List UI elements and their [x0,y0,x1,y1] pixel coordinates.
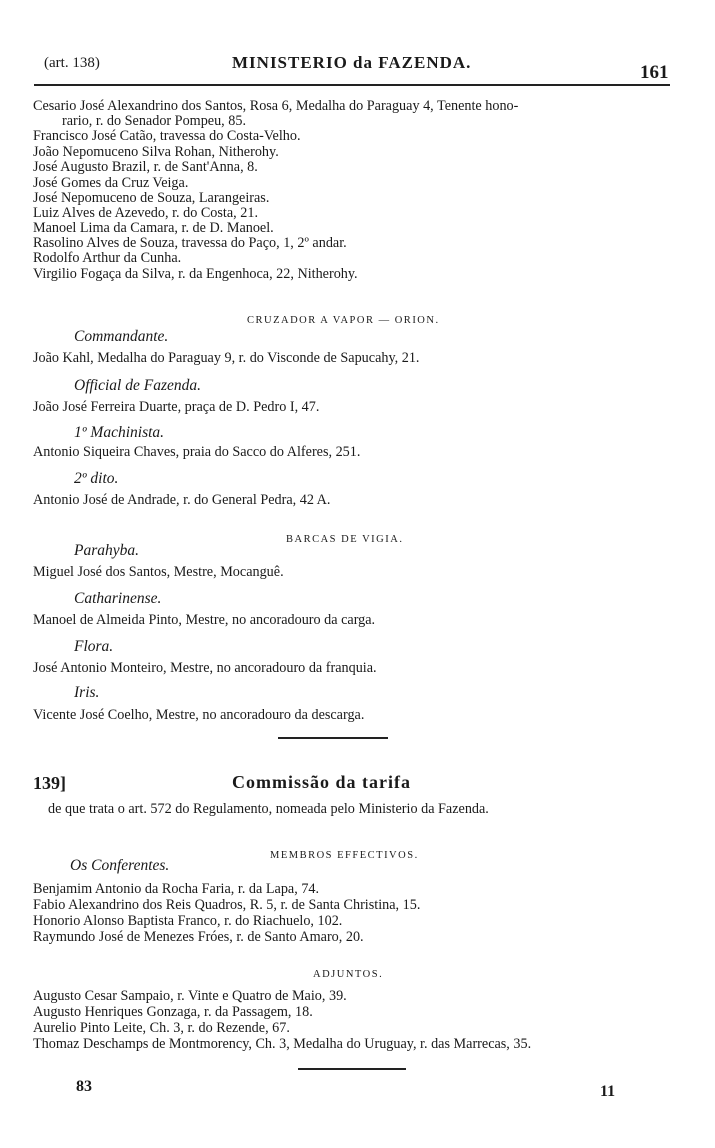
list-item: José Antonio Monteiro, Mestre, no ancoradouro da franquia. [33,660,377,676]
section-number: 139] [33,773,66,793]
list-item: Rasolino Alves de Souza, travessa do Paço, 1, 2º andar. [33,235,347,251]
role-label: 1º Machinista. [74,424,165,441]
list-item: Fabio Alexandrino dos Reis Quadros, R. 5, r. de Santa Christina, 15. [33,897,421,913]
list-item: Vicente José Coelho, Mestre, no ancoradouro da descarga. [33,707,365,723]
list-item: Virgilio Fogaça da Silva, r. da Engenhoca, 22, Nitherohy. [33,266,358,282]
list-item-continuation: rario, r. do Senador Pompeu, 85. [62,113,247,129]
role-label: Os Conferentes. [70,857,170,874]
role-label: Flora. [74,638,114,655]
list-item: José Nepomuceno de Souza, Larangeiras. [33,190,270,206]
list-item: Rodolfo Arthur da Cunha. [33,250,182,266]
list-item: Benjamim Antonio da Rocha Faria, r. da Lapa, 74. [33,881,320,897]
section-subtitle: de que trata o art. 572 do Regulamento, nomeada pelo Ministerio da Fazenda. [48,801,489,817]
footer-left-number: 83 [76,1078,92,1095]
list-item: Cesario José Alexandrino dos Santos, Rosa 6, Medalha do Paraguay 4, Tenente hono- [33,98,519,114]
list-item: Raymundo José de Menezes Fróes, r. de Santo Amaro, 20. [33,929,364,945]
list-item: Augusto Cesar Sampaio, r. Vinte e Quatro de Maio, 39. [33,988,347,1004]
list-item: José Augusto Brazil, r. de Sant'Anna, 8. [33,159,258,175]
list-item: João José Ferreira Duarte, praça de D. Pedro I, 47. [33,399,320,415]
list-item: Manoel Lima da Camara, r. de D. Manoel. [33,220,274,236]
list-item: Aurelio Pinto Leite, Ch. 3, r. do Rezende, 67. [33,1020,290,1036]
list-item: Augusto Henriques Gonzaga, r. da Passagem, 18. [33,1004,313,1020]
role-label: Catharinense. [74,590,162,607]
section-divider [298,1068,406,1070]
list-item: Miguel José dos Santos, Mestre, Mocanguê. [33,564,284,580]
role-label: Iris. [74,684,100,701]
list-item: Luiz Alves de Azevedo, r. do Costa, 21. [33,205,258,221]
role-label: 2º dito. [74,470,119,487]
footer-right-number: 11 [600,1083,616,1100]
role-label: Parahyba. [74,542,140,559]
header-rule [34,84,670,86]
role-label: Commandante. [74,328,169,345]
section-divider [278,737,388,739]
list-item: José Gomes da Cruz Veiga. [33,175,189,191]
section-heading-adjuntos: ADJUNTOS. [313,969,384,980]
list-item: Manoel de Almeida Pinto, Mestre, no ancoradouro da carga. [33,612,376,628]
role-label: Official de Fazenda. [74,377,201,394]
list-item: Antonio Siqueira Chaves, praia do Sacco do Alferes, 251. [33,444,361,460]
list-item: Honorio Alonso Baptista Franco, r. do Riachuelo, 102. [33,913,343,929]
list-item: Thomaz Deschamps de Montmorency, Ch. 3, Medalha do Uruguay, r. das Marrecas, 35. [33,1036,532,1052]
section-heading-barcas: BARCAS DE VIGIA. [286,534,404,545]
list-item: João Nepomuceno Silva Rohan, Nitherohy. [33,144,279,160]
list-item: João Kahl, Medalha do Paraguay 9, r. do Visconde de Sapucahy, 21. [33,350,420,366]
header-article-ref: (art. 138) [44,55,100,71]
section-heading-membros: MEMBROS EFFECTIVOS. [270,850,419,861]
list-item: Antonio José de Andrade, r. do General Pedra, 42 A. [33,492,331,508]
section-title: Commissão da tarifa [232,772,411,792]
list-item: Francisco José Catão, travessa do Costa-Velho. [33,128,301,144]
header-title: MINISTERIO da FAZENDA. [232,53,472,72]
section-heading-cruzador: CRUZADOR A VAPOR — ORION. [247,315,440,326]
header-page-number: 161 [640,62,669,83]
